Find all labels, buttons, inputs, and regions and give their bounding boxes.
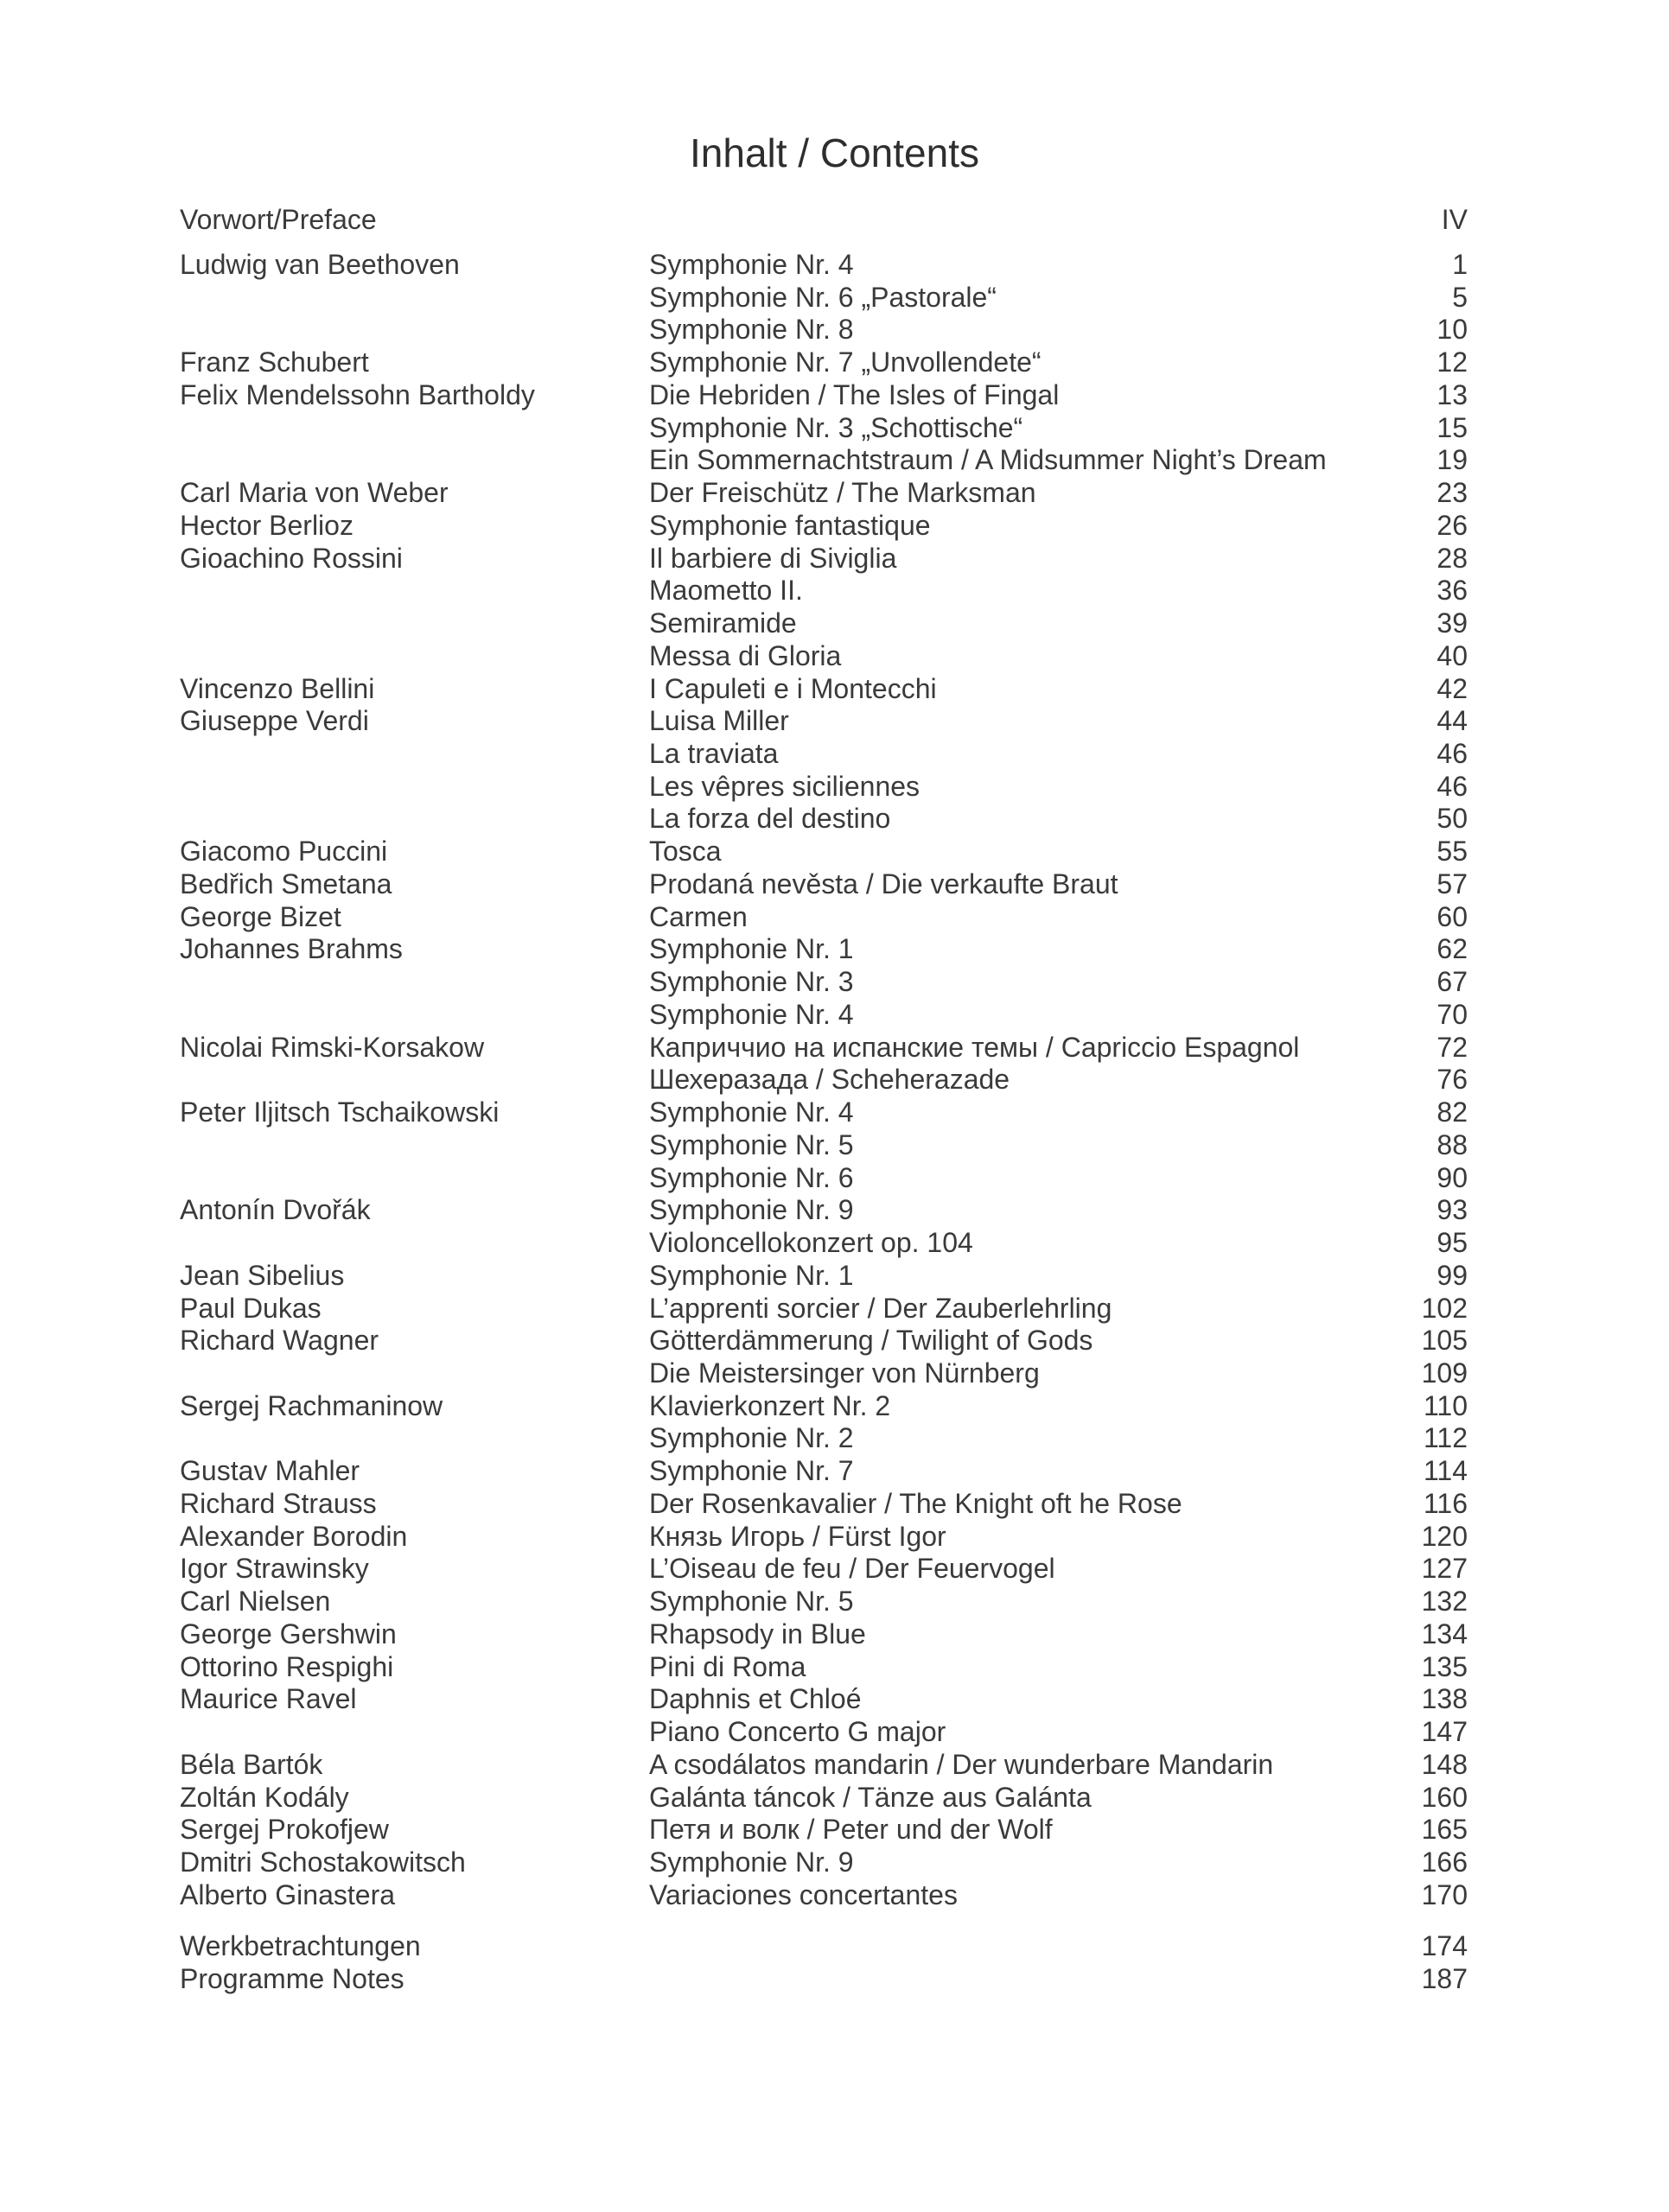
toc-row[interactable] xyxy=(180,1521,1468,1554)
toc-row[interactable] xyxy=(180,282,1468,315)
preface-row[interactable] xyxy=(180,204,1468,237)
toc-row[interactable] xyxy=(180,1422,1468,1455)
toc-row[interactable] xyxy=(180,1847,1468,1879)
toc-row[interactable] xyxy=(180,901,1468,934)
work-title: Carmen xyxy=(649,900,748,932)
page-number: 132 xyxy=(1421,1586,1468,1618)
toc-row[interactable] xyxy=(180,705,1468,738)
page-number: 110 xyxy=(1423,1389,1468,1421)
page-number: 135 xyxy=(1421,1650,1468,1682)
page-number: 166 xyxy=(1421,1846,1468,1878)
composer-name: Dmitri Schostakowitsch xyxy=(180,1846,466,1878)
composer-name: Giacomo Puccini xyxy=(180,836,388,868)
work-title: Rhapsody in Blue xyxy=(649,1618,866,1649)
page-number: 39 xyxy=(1436,607,1468,639)
toc-row[interactable] xyxy=(180,346,1468,379)
composer-name: Richard Strauss xyxy=(180,1487,377,1519)
page-number: 36 xyxy=(1436,575,1468,607)
page-number: 116 xyxy=(1423,1487,1468,1519)
toc-backmatter xyxy=(180,1930,1468,1995)
toc-row[interactable] xyxy=(180,803,1468,836)
work-title: Шехеразада / Scheherazade xyxy=(649,1064,1010,1096)
page-number: 160 xyxy=(1421,1781,1468,1813)
work-title: Der Rosenkavalier / The Knight oft he Rose xyxy=(649,1487,1182,1519)
work-title: La traviata xyxy=(649,738,779,770)
toc-row[interactable] xyxy=(180,868,1468,901)
preface-label: Vorwort/Preface xyxy=(180,204,377,235)
composer-name: Jean Sibelius xyxy=(180,1259,345,1291)
page-number: 57 xyxy=(1436,868,1468,899)
page-number: 40 xyxy=(1436,639,1468,671)
toc-row[interactable] xyxy=(180,1814,1468,1847)
page-number: 62 xyxy=(1436,933,1468,965)
preface-page: IV xyxy=(1441,204,1468,235)
toc-row[interactable] xyxy=(180,1586,1468,1618)
page-number: 88 xyxy=(1436,1128,1468,1160)
toc-row[interactable] xyxy=(180,1782,1468,1815)
page-number: 23 xyxy=(1436,477,1468,509)
page-number: 147 xyxy=(1421,1716,1468,1748)
page-number: 76 xyxy=(1436,1064,1468,1096)
toc-row[interactable] xyxy=(180,771,1468,804)
page-number: 120 xyxy=(1421,1520,1468,1552)
page-number: 170 xyxy=(1421,1878,1468,1910)
work-title: Symphonie Nr. 9 xyxy=(649,1846,854,1878)
toc-row[interactable] xyxy=(180,249,1468,282)
composer-name: Carl Maria von Weber xyxy=(180,477,449,509)
work-title: Semiramide xyxy=(649,607,797,639)
work-title: La forza del destino xyxy=(649,803,891,835)
work-title: Götterdämmerung / Twilight of Gods xyxy=(649,1325,1093,1357)
toc-row[interactable] xyxy=(180,1749,1468,1782)
work-title: Ein Sommernachtstraum / A Midsummer Night’s Dream xyxy=(649,444,1327,476)
page-number: 46 xyxy=(1436,738,1468,770)
page-number: 93 xyxy=(1436,1194,1468,1226)
composer-name: Franz Schubert xyxy=(180,346,369,378)
toc-row[interactable] xyxy=(180,607,1468,640)
work-title: Pini di Roma xyxy=(649,1650,806,1682)
toc-row[interactable] xyxy=(180,1032,1468,1065)
composer-name: Gustav Mahler xyxy=(180,1455,360,1487)
toc-row[interactable] xyxy=(180,999,1468,1032)
page-number: 19 xyxy=(1436,444,1468,476)
work-title: Messa di Gloria xyxy=(649,639,842,671)
toc-preface xyxy=(180,204,1468,237)
backmatter-row[interactable] xyxy=(180,1963,1468,1996)
page-number: 5 xyxy=(1452,281,1468,313)
composer-name: Felix Mendelssohn Bartholdy xyxy=(180,378,535,410)
toc-row[interactable] xyxy=(180,379,1468,412)
toc-row[interactable] xyxy=(180,1260,1468,1293)
work-title: L’apprenti sorcier / Der Zauberlehrling xyxy=(649,1292,1112,1324)
page-number: 165 xyxy=(1421,1814,1468,1846)
composer-name: Paul Dukas xyxy=(180,1292,322,1324)
page-number: 109 xyxy=(1421,1357,1468,1389)
work-title: Symphonie Nr. 3 „Schottische“ xyxy=(649,411,1023,443)
composer-name: Vincenzo Bellini xyxy=(180,672,375,704)
work-title: I Capuleti e i Montecchi xyxy=(649,672,937,704)
composer-name: Richard Wagner xyxy=(180,1325,379,1357)
work-title: Symphonie Nr. 4 xyxy=(649,1096,854,1128)
page-number: 44 xyxy=(1436,705,1468,737)
page-number: 102 xyxy=(1421,1292,1468,1324)
work-title: Les vêpres siciliennes xyxy=(649,770,920,802)
work-title: Klavierkonzert Nr. 2 xyxy=(649,1389,891,1421)
composer-name: Sergej Rachmaninow xyxy=(180,1389,443,1421)
page-number: 82 xyxy=(1436,1096,1468,1128)
toc-row[interactable] xyxy=(180,1618,1468,1651)
toc-entries xyxy=(180,249,1468,1911)
work-title: Der Freischütz / The Marksman xyxy=(649,477,1036,509)
page-number: 114 xyxy=(1423,1455,1468,1487)
composer-name: George Gershwin xyxy=(180,1618,397,1649)
composer-name: Antonín Dvořák xyxy=(180,1194,371,1226)
composer-name: Carl Nielsen xyxy=(180,1586,331,1618)
work-title: Symphonie Nr. 2 xyxy=(649,1422,854,1454)
toc-row[interactable] xyxy=(180,933,1468,966)
toc-row[interactable] xyxy=(180,1716,1468,1749)
composer-name: Bedřich Smetana xyxy=(180,868,392,899)
page-number: 26 xyxy=(1436,509,1468,541)
page-number: 134 xyxy=(1421,1618,1468,1649)
toc-row[interactable] xyxy=(180,543,1468,575)
page-number: 55 xyxy=(1436,836,1468,868)
toc-row[interactable] xyxy=(180,1488,1468,1521)
page-number: 12 xyxy=(1436,346,1468,378)
page-number: 105 xyxy=(1421,1325,1468,1357)
work-title: Symphonie fantastique xyxy=(649,509,931,541)
work-title: Symphonie Nr. 1 xyxy=(649,933,854,965)
toc-row[interactable] xyxy=(180,1227,1468,1260)
toc-row[interactable] xyxy=(180,1651,1468,1684)
work-title: L’Oiseau de feu / Der Feuervogel xyxy=(649,1553,1055,1585)
work-title: Symphonie Nr. 4 xyxy=(649,998,854,1030)
page-number: 28 xyxy=(1436,542,1468,574)
work-title: Symphonie Nr. 7 xyxy=(649,1455,854,1487)
work-title: Tosca xyxy=(649,836,722,868)
toc-row[interactable] xyxy=(180,1064,1468,1096)
toc-row[interactable] xyxy=(180,314,1468,346)
composer-name: Nicolai Rimski-Korsakow xyxy=(180,1031,485,1063)
composer-name: Maurice Ravel xyxy=(180,1683,357,1715)
page-number: 46 xyxy=(1436,770,1468,802)
work-title: Piano Concerto G major xyxy=(649,1716,946,1748)
toc-row[interactable] xyxy=(180,1357,1468,1390)
work-title: Prodaná nevěsta / Die verkaufte Braut xyxy=(649,868,1118,899)
work-title: A csodálatos mandarin / Der wunderbare Mandarin xyxy=(649,1748,1274,1780)
page-number: 42 xyxy=(1436,672,1468,704)
work-title: Symphonie Nr. 6 „Pastorale“ xyxy=(649,281,997,313)
page-number: 1 xyxy=(1452,249,1468,280)
section-label: Programme Notes xyxy=(180,1962,405,1994)
work-title: Князь Игорь / Fürst Igor xyxy=(649,1520,946,1552)
toc-row[interactable] xyxy=(180,1455,1468,1488)
page-number: 187 xyxy=(1421,1962,1468,1994)
composer-name: Giuseppe Verdi xyxy=(180,705,369,737)
page-number: 67 xyxy=(1436,966,1468,998)
work-title: Variaciones concertantes xyxy=(649,1878,958,1910)
composer-name: Zoltán Kodály xyxy=(180,1781,349,1813)
composer-name: Ludwig van Beethoven xyxy=(180,249,460,280)
toc-row[interactable] xyxy=(180,738,1468,771)
composer-name: Hector Berlioz xyxy=(180,509,354,541)
composer-name: Sergej Prokofjew xyxy=(180,1814,389,1846)
work-title: Il barbiere di Siviglia xyxy=(649,542,897,574)
page-number: 50 xyxy=(1436,803,1468,835)
toc-row[interactable] xyxy=(180,412,1468,445)
page-number: 72 xyxy=(1436,1031,1468,1063)
work-title: Symphonie Nr. 3 xyxy=(649,966,854,998)
work-title: Symphonie Nr. 7 „Unvollendete“ xyxy=(649,346,1042,378)
toc-row[interactable] xyxy=(180,640,1468,673)
toc-row[interactable] xyxy=(180,575,1468,607)
toc-row[interactable] xyxy=(180,1879,1468,1912)
page-number: 99 xyxy=(1436,1259,1468,1291)
toc-row[interactable] xyxy=(180,1325,1468,1357)
work-title: Каприччио на испанские темы / Capriccio Espagnol xyxy=(649,1031,1300,1063)
page-number: 95 xyxy=(1436,1227,1468,1259)
composer-name: Béla Bartók xyxy=(180,1748,323,1780)
work-title: Luisa Miller xyxy=(649,705,789,737)
toc-row[interactable] xyxy=(180,510,1468,543)
page-title: Inhalt / Contents xyxy=(690,130,979,175)
page-number: 70 xyxy=(1436,998,1468,1030)
work-title: Die Hebriden / The Isles of Fingal xyxy=(649,378,1060,410)
page-number: 60 xyxy=(1436,900,1468,932)
page-number: 138 xyxy=(1421,1683,1468,1715)
composer-name: Gioachino Rossini xyxy=(180,542,403,574)
composer-name: Ottorino Respighi xyxy=(180,1650,394,1682)
composer-name: Igor Strawinsky xyxy=(180,1553,369,1585)
composer-name: Johannes Brahms xyxy=(180,933,403,965)
work-title: Symphonie Nr. 5 xyxy=(649,1586,854,1618)
page-number: 174 xyxy=(1421,1930,1468,1961)
work-title: Symphonie Nr. 4 xyxy=(649,249,854,280)
page-number: 148 xyxy=(1421,1748,1468,1780)
toc-row[interactable] xyxy=(180,1553,1468,1586)
toc-row[interactable] xyxy=(180,673,1468,706)
work-title: Symphonie Nr. 8 xyxy=(649,314,854,346)
toc-row[interactable] xyxy=(180,444,1468,477)
composer-name: George Bizet xyxy=(180,900,341,932)
work-title: Maometto II. xyxy=(649,575,803,607)
page-number: 127 xyxy=(1421,1553,1468,1585)
toc-row[interactable] xyxy=(180,1129,1468,1162)
toc-row[interactable] xyxy=(180,1390,1468,1423)
page-number: 15 xyxy=(1436,411,1468,443)
toc-row[interactable] xyxy=(180,1293,1468,1325)
page-number: 90 xyxy=(1436,1161,1468,1193)
work-title: Symphonie Nr. 1 xyxy=(649,1259,854,1291)
work-title: Петя и волк / Peter und der Wolf xyxy=(649,1814,1053,1846)
work-title: Galánta táncok / Tänze aus Galánta xyxy=(649,1781,1092,1813)
toc-row[interactable] xyxy=(180,477,1468,510)
page-number: 13 xyxy=(1436,378,1468,410)
section-label: Werkbetrachtungen xyxy=(180,1930,421,1961)
backmatter-row[interactable] xyxy=(180,1930,1468,1963)
work-title: Daphnis et Chloé xyxy=(649,1683,862,1715)
toc-row[interactable] xyxy=(180,1162,1468,1195)
work-title: Symphonie Nr. 5 xyxy=(649,1128,854,1160)
toc-row[interactable] xyxy=(180,1194,1468,1227)
page-number: 10 xyxy=(1436,314,1468,346)
page-number: 112 xyxy=(1423,1422,1468,1454)
composer-name: Alberto Ginastera xyxy=(180,1878,396,1910)
toc-row[interactable] xyxy=(180,1683,1468,1716)
composer-name: Alexander Borodin xyxy=(180,1520,408,1552)
composer-name: Peter Iljitsch Tschaikowski xyxy=(180,1096,500,1128)
toc-row[interactable] xyxy=(180,1096,1468,1129)
toc-row[interactable] xyxy=(180,966,1468,999)
work-title: Symphonie Nr. 9 xyxy=(649,1194,854,1226)
work-title: Violoncellokonzert op. 104 xyxy=(649,1227,973,1259)
work-title: Symphonie Nr. 6 xyxy=(649,1161,854,1193)
work-title: Die Meistersinger von Nürnberg xyxy=(649,1357,1040,1389)
toc-row[interactable] xyxy=(180,836,1468,868)
